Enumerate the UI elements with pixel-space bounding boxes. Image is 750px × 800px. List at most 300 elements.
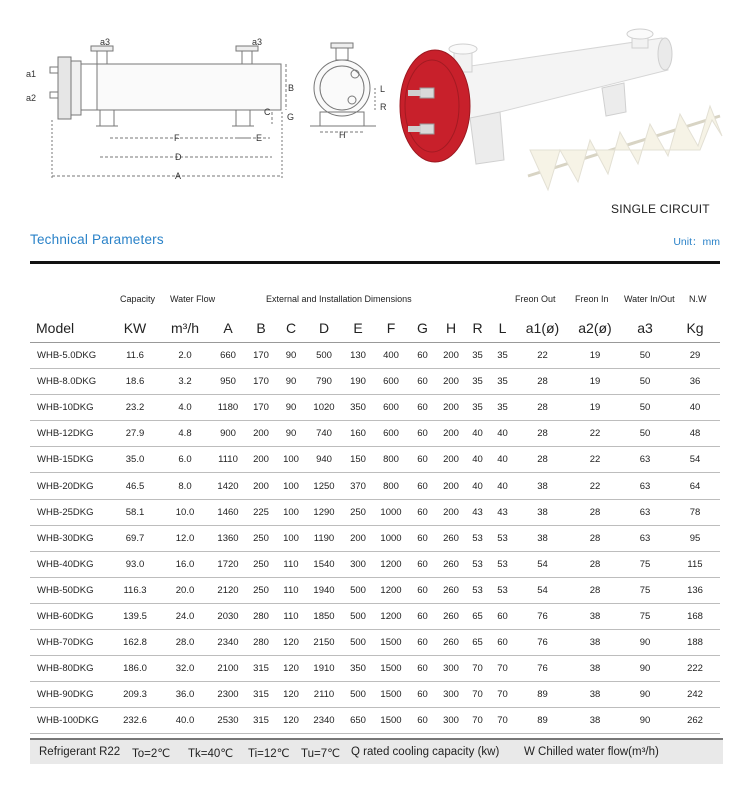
value-cell: 1500: [374, 630, 408, 656]
value-cell: 70: [490, 682, 515, 708]
value-cell: 160: [342, 421, 374, 447]
value-cell: 200: [246, 447, 276, 473]
value-cell: 48: [670, 421, 720, 447]
value-cell: 1500: [374, 656, 408, 682]
label-H: H: [339, 130, 346, 140]
value-cell: 4.8: [160, 421, 210, 447]
value-cell: 28: [515, 369, 570, 395]
value-cell: 60: [408, 682, 437, 708]
value-cell: 70: [465, 682, 490, 708]
section-rule: [30, 261, 720, 264]
value-cell: 93.0: [110, 551, 160, 577]
table-row: [30, 603, 720, 629]
value-cell: 22: [570, 473, 620, 499]
unit-label: Unit：mm: [673, 236, 720, 248]
value-cell: 28: [515, 395, 570, 421]
value-cell: 120: [276, 656, 306, 682]
value-cell: 2340: [210, 630, 246, 656]
table-row: [30, 551, 720, 577]
table-row: [30, 656, 720, 682]
value-cell: 95: [670, 525, 720, 551]
value-cell: 89: [515, 708, 570, 734]
model-cell: WHB-30DKG: [30, 525, 110, 551]
value-cell: 60: [408, 577, 437, 603]
column-header: G: [408, 314, 437, 343]
column-header: m³/h: [160, 314, 210, 343]
value-cell: 120: [276, 682, 306, 708]
value-cell: 54: [515, 551, 570, 577]
value-cell: 300: [437, 708, 465, 734]
value-cell: 200: [437, 395, 465, 421]
column-header: Model: [30, 314, 110, 343]
value-cell: 1910: [306, 656, 342, 682]
value-cell: 200: [437, 421, 465, 447]
value-cell: 28: [515, 421, 570, 447]
value-cell: 63: [620, 473, 670, 499]
value-cell: 200: [246, 421, 276, 447]
value-cell: 60: [408, 708, 437, 734]
value-cell: 40: [490, 447, 515, 473]
label-D: D: [175, 152, 182, 162]
value-cell: 70: [490, 708, 515, 734]
value-cell: 53: [490, 577, 515, 603]
value-cell: 28: [570, 499, 620, 525]
footer-tu: Tu=7℃: [301, 748, 341, 760]
value-cell: 32.0: [160, 656, 210, 682]
group-header-dimensions: External and Installation Dimensions: [266, 294, 412, 304]
value-cell: 800: [374, 447, 408, 473]
value-cell: 2120: [210, 577, 246, 603]
value-cell: 60: [408, 395, 437, 421]
value-cell: 43: [465, 499, 490, 525]
value-cell: 75: [620, 551, 670, 577]
value-cell: 800: [374, 473, 408, 499]
value-cell: 19: [570, 395, 620, 421]
value-cell: 38: [570, 603, 620, 629]
value-cell: 23.2: [110, 395, 160, 421]
value-cell: 600: [374, 369, 408, 395]
value-cell: 4.0: [160, 395, 210, 421]
value-cell: 65: [465, 630, 490, 656]
value-cell: 200: [342, 525, 374, 551]
table-row: [30, 682, 720, 708]
model-cell: WHB-80DKG: [30, 656, 110, 682]
value-cell: 200: [437, 369, 465, 395]
value-cell: 63: [620, 447, 670, 473]
label-E: E: [256, 133, 263, 143]
value-cell: 260: [437, 630, 465, 656]
table-row: [30, 630, 720, 656]
value-cell: 500: [306, 343, 342, 369]
value-cell: 60: [408, 656, 437, 682]
table-row: [30, 577, 720, 603]
label-R: R: [380, 102, 387, 112]
value-cell: 70: [465, 656, 490, 682]
product-figure: [0, 0, 750, 225]
end-view-drawing: [310, 43, 376, 132]
value-cell: 170: [246, 395, 276, 421]
value-cell: 200: [437, 447, 465, 473]
value-cell: 38: [570, 630, 620, 656]
value-cell: 38: [515, 499, 570, 525]
model-cell: WHB-10DKG: [30, 395, 110, 421]
value-cell: 200: [437, 343, 465, 369]
value-cell: 90: [276, 369, 306, 395]
group-header-water-flow: Water Flow: [170, 294, 216, 304]
value-cell: 200: [437, 473, 465, 499]
value-cell: 136: [670, 577, 720, 603]
value-cell: 1190: [306, 525, 342, 551]
model-cell: WHB-20DKG: [30, 473, 110, 499]
value-cell: 115: [670, 551, 720, 577]
value-cell: 1720: [210, 551, 246, 577]
value-cell: 50: [620, 421, 670, 447]
column-header: H: [437, 314, 465, 343]
value-cell: 19: [570, 343, 620, 369]
value-cell: 64: [670, 473, 720, 499]
value-cell: 40: [490, 473, 515, 499]
value-cell: 400: [374, 343, 408, 369]
group-headers: [0, 294, 750, 308]
column-header: KW: [110, 314, 160, 343]
value-cell: 500: [342, 682, 374, 708]
value-cell: 40: [465, 421, 490, 447]
table-row: [30, 421, 720, 447]
value-cell: 90: [276, 421, 306, 447]
model-cell: WHB-90DKG: [30, 682, 110, 708]
value-cell: 90: [620, 682, 670, 708]
value-cell: 600: [374, 395, 408, 421]
value-cell: 650: [342, 708, 374, 734]
value-cell: 53: [465, 551, 490, 577]
value-cell: 900: [210, 421, 246, 447]
value-cell: 50: [620, 395, 670, 421]
single-circuit-caption: SINGLE CIRCUIT: [611, 202, 710, 216]
model-cell: WHB-40DKG: [30, 551, 110, 577]
value-cell: 2110: [306, 682, 342, 708]
model-cell: WHB-8.0DKG: [30, 369, 110, 395]
value-cell: 200: [246, 473, 276, 499]
value-cell: 300: [342, 551, 374, 577]
footer-conditions: [30, 738, 723, 764]
model-cell: WHB-15DKG: [30, 447, 110, 473]
value-cell: 38: [515, 473, 570, 499]
value-cell: 12.0: [160, 525, 210, 551]
value-cell: 1020: [306, 395, 342, 421]
value-cell: 28: [570, 551, 620, 577]
value-cell: 260: [437, 525, 465, 551]
value-cell: 35.0: [110, 447, 160, 473]
value-cell: 500: [342, 630, 374, 656]
value-cell: 1940: [306, 577, 342, 603]
column-header: F: [374, 314, 408, 343]
value-cell: 40: [670, 395, 720, 421]
value-cell: 2300: [210, 682, 246, 708]
value-cell: 35: [465, 369, 490, 395]
value-cell: 1290: [306, 499, 342, 525]
value-cell: 20.0: [160, 577, 210, 603]
label-a2: a2: [26, 93, 37, 103]
value-cell: 1110: [210, 447, 246, 473]
value-cell: 38: [515, 525, 570, 551]
value-cell: 70: [490, 656, 515, 682]
value-cell: 54: [515, 577, 570, 603]
value-cell: 940: [306, 447, 342, 473]
value-cell: 260: [437, 577, 465, 603]
value-cell: 100: [276, 473, 306, 499]
value-cell: 110: [276, 551, 306, 577]
value-cell: 190: [342, 369, 374, 395]
table-row: [30, 369, 720, 395]
value-cell: 6.0: [160, 447, 210, 473]
value-cell: 2530: [210, 708, 246, 734]
value-cell: 120: [276, 630, 306, 656]
label-a3-left: a3: [100, 37, 111, 47]
value-cell: 70: [465, 708, 490, 734]
value-cell: 89: [515, 682, 570, 708]
spiral-baffle: [528, 106, 722, 190]
value-cell: 76: [515, 630, 570, 656]
value-cell: 100: [276, 525, 306, 551]
value-cell: 110: [276, 603, 306, 629]
value-cell: 35: [490, 395, 515, 421]
value-cell: 75: [620, 603, 670, 629]
table-body: [30, 343, 720, 734]
footer-ti: Ti=12℃: [248, 748, 290, 760]
value-cell: 1500: [374, 708, 408, 734]
value-cell: 1000: [374, 525, 408, 551]
value-cell: 170: [246, 369, 276, 395]
value-cell: 3.2: [160, 369, 210, 395]
value-cell: 1540: [306, 551, 342, 577]
value-cell: 232.6: [110, 708, 160, 734]
value-cell: 63: [620, 499, 670, 525]
value-cell: 139.5: [110, 603, 160, 629]
value-cell: 280: [246, 630, 276, 656]
table-row: [30, 473, 720, 499]
value-cell: 110: [276, 577, 306, 603]
value-cell: 60: [408, 630, 437, 656]
value-cell: 1000: [374, 499, 408, 525]
value-cell: 168: [670, 603, 720, 629]
value-cell: 65: [465, 603, 490, 629]
table-row: [30, 708, 720, 734]
value-cell: 740: [306, 421, 342, 447]
value-cell: 90: [620, 656, 670, 682]
value-cell: 22: [570, 421, 620, 447]
value-cell: 60: [490, 603, 515, 629]
value-cell: 76: [515, 603, 570, 629]
model-cell: WHB-50DKG: [30, 577, 110, 603]
value-cell: 35: [490, 343, 515, 369]
group-header-capacity: Capacity: [120, 294, 156, 304]
value-cell: 76: [515, 656, 570, 682]
value-cell: 1200: [374, 603, 408, 629]
model-cell: WHB-5.0DKG: [30, 343, 110, 369]
value-cell: 2.0: [160, 343, 210, 369]
heat-exchanger-photo: [400, 29, 722, 190]
model-cell: WHB-100DKG: [30, 708, 110, 734]
column-header: E: [342, 314, 374, 343]
column-header: Kg: [670, 314, 720, 343]
value-cell: 280: [246, 603, 276, 629]
value-cell: 260: [437, 603, 465, 629]
value-cell: 90: [620, 708, 670, 734]
table-row: [30, 343, 720, 369]
value-cell: 1180: [210, 395, 246, 421]
value-cell: 225: [246, 499, 276, 525]
value-cell: 63: [620, 525, 670, 551]
footer-tk: Tk=40℃: [188, 748, 234, 760]
value-cell: 19: [570, 369, 620, 395]
drawing-and-photo: [0, 0, 750, 225]
value-cell: 1850: [306, 603, 342, 629]
value-cell: 53: [465, 525, 490, 551]
value-cell: 2100: [210, 656, 246, 682]
value-cell: 60: [408, 525, 437, 551]
value-cell: 36.0: [160, 682, 210, 708]
value-cell: 22: [515, 343, 570, 369]
value-cell: 500: [342, 603, 374, 629]
value-cell: 10.0: [160, 499, 210, 525]
technical-parameters-table: [30, 314, 720, 734]
value-cell: 11.6: [110, 343, 160, 369]
value-cell: 29: [670, 343, 720, 369]
column-header: a2(ø): [570, 314, 620, 343]
group-header-water-inout: Water In/Out: [624, 294, 675, 304]
value-cell: 69.7: [110, 525, 160, 551]
value-cell: 46.5: [110, 473, 160, 499]
value-cell: 222: [670, 656, 720, 682]
value-cell: 1200: [374, 577, 408, 603]
footer-to: To=2℃: [132, 748, 171, 760]
value-cell: 315: [246, 682, 276, 708]
value-cell: 950: [210, 369, 246, 395]
value-cell: 350: [342, 656, 374, 682]
value-cell: 60: [408, 499, 437, 525]
value-cell: 250: [246, 525, 276, 551]
model-cell: WHB-25DKG: [30, 499, 110, 525]
value-cell: 18.6: [110, 369, 160, 395]
value-cell: 22: [570, 447, 620, 473]
value-cell: 660: [210, 343, 246, 369]
value-cell: 38: [570, 682, 620, 708]
value-cell: 60: [408, 447, 437, 473]
value-cell: 28.0: [160, 630, 210, 656]
label-L: L: [380, 84, 386, 94]
value-cell: 35: [465, 395, 490, 421]
value-cell: 2340: [306, 708, 342, 734]
value-cell: 370: [342, 473, 374, 499]
value-cell: 40: [465, 447, 490, 473]
value-cell: 500: [342, 577, 374, 603]
value-cell: 260: [437, 551, 465, 577]
column-header: a3: [620, 314, 670, 343]
value-cell: 36: [670, 369, 720, 395]
value-cell: 16.0: [160, 551, 210, 577]
value-cell: 35: [490, 369, 515, 395]
section-title: Technical Parameters: [30, 232, 164, 247]
value-cell: 350: [342, 395, 374, 421]
value-cell: 35: [465, 343, 490, 369]
column-header: B: [246, 314, 276, 343]
value-cell: 28: [570, 577, 620, 603]
value-cell: 53: [465, 577, 490, 603]
group-header-freon-in: Freon In: [575, 294, 609, 304]
value-cell: 2030: [210, 603, 246, 629]
value-cell: 60: [408, 473, 437, 499]
value-cell: 40: [490, 421, 515, 447]
value-cell: 100: [276, 499, 306, 525]
value-cell: 1250: [306, 473, 342, 499]
value-cell: 40: [465, 473, 490, 499]
value-cell: 162.8: [110, 630, 160, 656]
model-cell: WHB-60DKG: [30, 603, 110, 629]
value-cell: 1360: [210, 525, 246, 551]
value-cell: 188: [670, 630, 720, 656]
value-cell: 78: [670, 499, 720, 525]
label-G: G: [287, 112, 295, 122]
value-cell: 600: [374, 421, 408, 447]
model-cell: WHB-12DKG: [30, 421, 110, 447]
value-cell: 53: [490, 525, 515, 551]
value-cell: 2150: [306, 630, 342, 656]
value-cell: 116.3: [110, 577, 160, 603]
value-cell: 170: [246, 343, 276, 369]
table-row: [30, 447, 720, 473]
value-cell: 300: [437, 656, 465, 682]
value-cell: 100: [276, 447, 306, 473]
column-header: D: [306, 314, 342, 343]
footer-refrigerant: Refrigerant R22: [39, 746, 121, 758]
value-cell: 60: [490, 630, 515, 656]
value-cell: 28: [570, 525, 620, 551]
label-a1: a1: [26, 69, 37, 79]
value-cell: 315: [246, 708, 276, 734]
value-cell: 60: [408, 603, 437, 629]
table-row: [30, 395, 720, 421]
value-cell: 54: [670, 447, 720, 473]
value-cell: 250: [342, 499, 374, 525]
value-cell: 186.0: [110, 656, 160, 682]
value-cell: 790: [306, 369, 342, 395]
value-cell: 50: [620, 369, 670, 395]
value-cell: 24.0: [160, 603, 210, 629]
group-header-freon-out: Freon Out: [515, 294, 556, 304]
value-cell: 200: [437, 499, 465, 525]
value-cell: 27.9: [110, 421, 160, 447]
value-cell: 38: [570, 708, 620, 734]
value-cell: 150: [342, 447, 374, 473]
value-cell: 1500: [374, 682, 408, 708]
value-cell: 90: [276, 395, 306, 421]
value-cell: 60: [408, 551, 437, 577]
value-cell: 120: [276, 708, 306, 734]
value-cell: 1420: [210, 473, 246, 499]
group-header-nw: N.W: [689, 294, 707, 304]
value-cell: 60: [408, 369, 437, 395]
table-header-row: [30, 314, 720, 343]
value-cell: 1460: [210, 499, 246, 525]
value-cell: 58.1: [110, 499, 160, 525]
column-header: A: [210, 314, 246, 343]
table-row: [30, 499, 720, 525]
value-cell: 28: [515, 447, 570, 473]
label-C: C: [264, 107, 271, 117]
value-cell: 53: [490, 551, 515, 577]
side-view-drawing: [50, 46, 286, 180]
value-cell: 262: [670, 708, 720, 734]
